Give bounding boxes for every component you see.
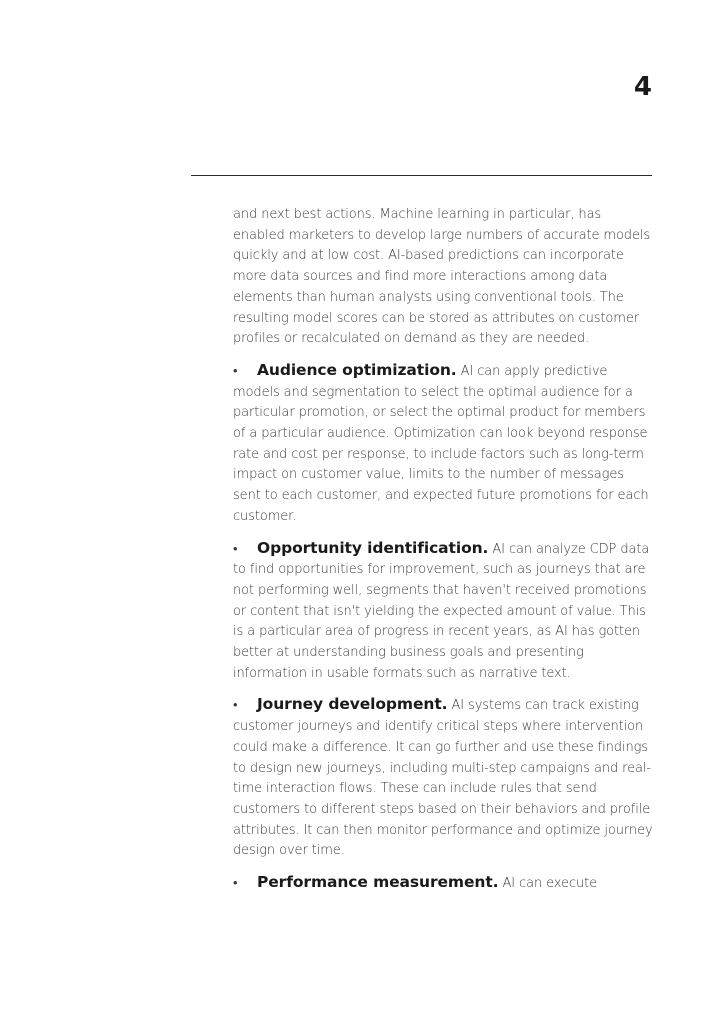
body-text: [233, 205, 654, 905]
bullet-journey-development: [233, 694, 654, 862]
bullet-opportunity-identification: [233, 538, 654, 685]
bullet-audience-optimization: [233, 360, 654, 528]
bullet-title: Opportunity identification.: [257, 538, 489, 557]
bullet-text: AI can execute: [502, 876, 597, 892]
bullet-text: AI can apply predictive models and segmentation to select the optimal audience for a particular promotion, or select the optimal product for members of a particular audience. Optimization can look beyond response rate and cost per response, to include factors such as long-term impact on customer value, limits to the number of messages sent to each customer, and expected future promotions for each customer.: [233, 363, 649, 524]
bullet-title: Performance measurement.: [257, 873, 499, 892]
bullet-marker: •: [233, 876, 238, 892]
bullet-text: AI systems can track existing customer journeys and identify critical steps where intervention could make a difference. It can go further and use these findings to design new journeys, including multi-step campaigns and real-time interaction flows. These can include rules that send customers to different steps based on their behaviors and profile attributes. It can then monitor performance and optimize journey design over time.: [233, 698, 653, 859]
intro-paragraph: and next best actions. Machine learning in particular, has enabled marketers to develop large numbers of accurate models quickly and at low cost. AI-based predictions can incorporate more data sources and find more interactions among data elements than human analysts using conventional tools. The resulting model scores can be stored as attributes on customer profiles or recalculated on demand as they are needed.: [233, 207, 651, 347]
header-divider: [191, 175, 652, 176]
bullet-performance-measurement: [233, 872, 654, 895]
bullet-marker: •: [233, 541, 238, 557]
bullet-title: Audience optimization.: [257, 360, 457, 379]
bullet-text: AI can analyze CDP data to find opportunities for improvement, such as journeys that are not performing well, segments that haven't received promotions or content that isn't yielding the expected amount of value. This is a particular area of progress in recent years, as AI has gotten better at understanding business goals and presenting information in usable formats such as narrative text.: [233, 541, 650, 681]
bullet-marker: •: [233, 363, 238, 379]
bullet-marker: •: [233, 698, 238, 714]
page-number: 4: [633, 72, 652, 102]
bullet-title: Journey development.: [257, 695, 448, 714]
